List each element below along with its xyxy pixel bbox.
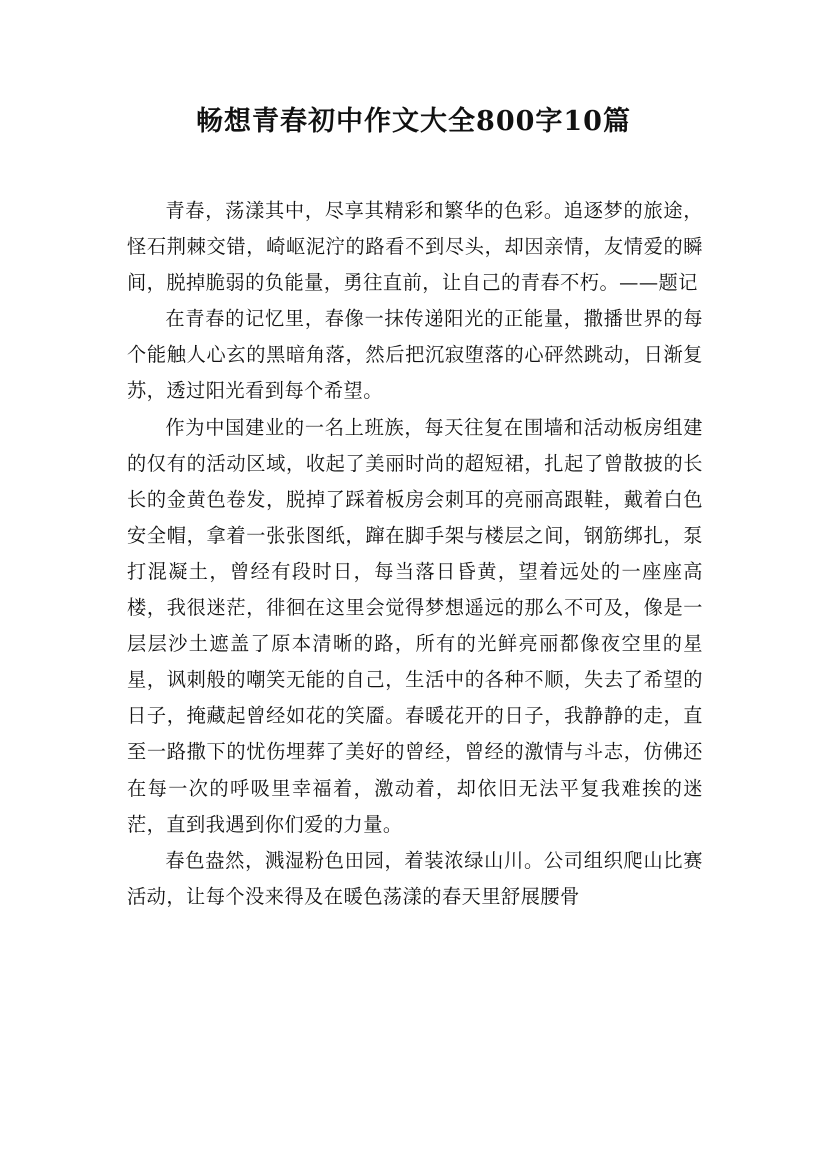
paragraph-preface: 青春，荡漾其中，尽享其精彩和繁华的色彩。追逐梦的旅途，怪石荆棘交错，崎岖泥泞的路看不到尽头，却因亲情，友情爱的瞬间，脱掉脆弱的负能量，勇往直前，让自己的青春不朽。——题记 [127, 199, 703, 295]
document-title: 畅想青春初中作文大全800字10篇 [196, 106, 631, 137]
paragraph-spring-memory: 在青春的记忆里，春像一抹传递阳光的正能量，撒播世界的每个能触人心玄的黑暗角落，然后把沉寂堕落的心砰然跳动，日渐复苏，透过阳光看到每个希望。 [127, 307, 703, 403]
paragraph-spring-climb: 春色盎然，溅湿粉色田园，着装浓绿山川。公司组织爬山比赛活动，让每个没来得及在暖色荡漾的春天里舒展腰骨 [127, 848, 703, 908]
essay-body [127, 193, 703, 915]
paragraph-work-life: 作为中国建业的一名上班族，每天往复在围墙和活动板房组建的仅有的活动区域，收起了美丽时尚的超短裙，扎起了曾散披的长长的金黄色卷发，脱掉了踩着板房会刺耳的亮丽高跟鞋，戴着白色安全帽，拿着一张张图纸，蹿在脚手架与楼层之间，钢筋绑扎，泵打混凝土，曾经有段时日，每当落日昏黄，望着远处的一座座高楼，我很迷茫，徘徊在这里会觉得梦想遥远的那么不可及，像是一层层沙土遮盖了原本清晰的路，所有的光鲜亮丽都像夜空里的星星，讽刺般的嘲笑无能的自己，生活中的各种不顺，失去了希望的日子，掩藏起曾经如花的笑靥。春暖花开的日子，我静静的走，直至一路撒下的忧伤埋葬了美好的曾经，曾经的激情与斗志，仿佛还在每一次的呼吸里幸福着，激动着，却依旧无法平复我难挨的迷茫，直到我遇到你们爱的力量。 [127, 415, 703, 836]
